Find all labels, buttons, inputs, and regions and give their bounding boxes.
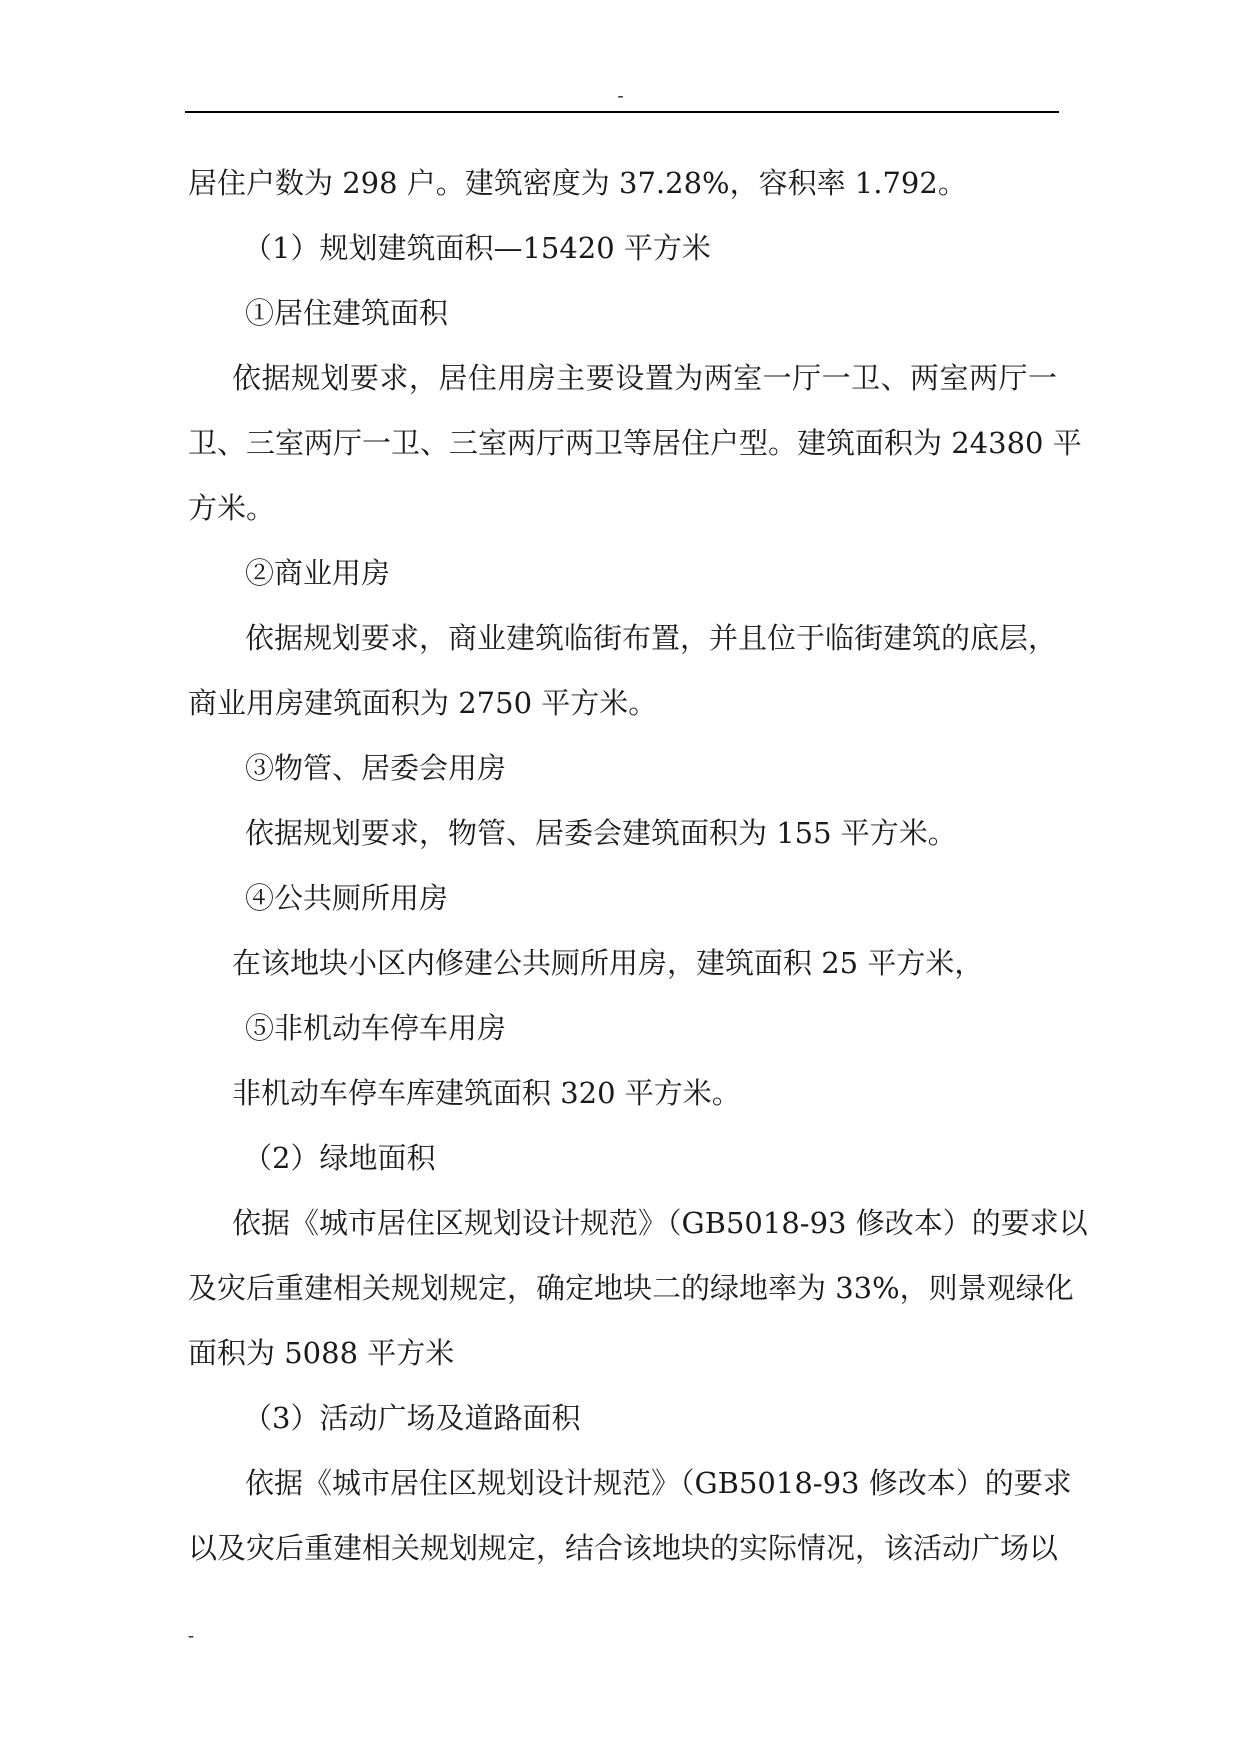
text-line: 依据规划要求，商业建筑临街布置，并且位于临街建筑的底层， (245, 621, 1058, 655)
text-line: 依据《城市居住区规划设计规范》（GB5018-93 修改本）的要求以 (232, 1206, 1088, 1240)
subheading-residential: ①居住建筑面积 (245, 296, 449, 330)
text-line: 在该地块小区内修建公共厕所用房，建筑面积 25 平方米， (232, 946, 984, 980)
subheading-property-management: ③物管、居委会用房 (245, 751, 507, 785)
subheading-public-toilet: ④公共厕所用房 (245, 881, 449, 915)
text-line: 非机动车停车库建筑面积 320 平方米。 (232, 1076, 741, 1110)
subheading-bicycle-parking: ⑤非机动车停车用房 (245, 1011, 507, 1045)
text-line: 方米。 (188, 491, 276, 525)
text-line: 卫、三室两厅一卫、三室两厅两卫等居住户型。建筑面积为 24380 平 (188, 426, 1082, 460)
subheading-commercial: ②商业用房 (245, 556, 391, 590)
text-line: 面积为 5088 平方米 (188, 1336, 455, 1370)
header-divider (185, 111, 1059, 113)
text-line: 居住户数为 298 户。建筑密度为 37.28%，容积率 1.792。 (188, 166, 967, 200)
text-line: 依据《城市居住区规划设计规范》（GB5018-93 修改本）的要求 (245, 1466, 1072, 1500)
text-line: 商业用房建筑面积为 2750 平方米。 (188, 686, 658, 720)
text-line: 依据规划要求，居住用房主要设置为两室一厅一卫、两室两厅一 (232, 361, 1057, 395)
text-line: 以及灾后重建相关规划规定，结合该地块的实际情况，该活动广场以 (188, 1531, 1059, 1565)
text-line: 依据规划要求，物管、居委会建筑面积为 155 平方米。 (245, 816, 957, 850)
section-heading-1: （1）规划建筑面积—15420 平方米 (243, 231, 711, 265)
section-heading-3: （3）活动广场及道路面积 (243, 1401, 581, 1435)
page-footer-mark: - (188, 1625, 194, 1645)
text-line: 及灾后重建相关规划规定，确定地块二的绿地率为 33%，则景观绿化 (188, 1271, 1074, 1305)
page-header-mark: - (617, 85, 624, 105)
section-heading-2: （2）绿地面积 (243, 1141, 436, 1175)
